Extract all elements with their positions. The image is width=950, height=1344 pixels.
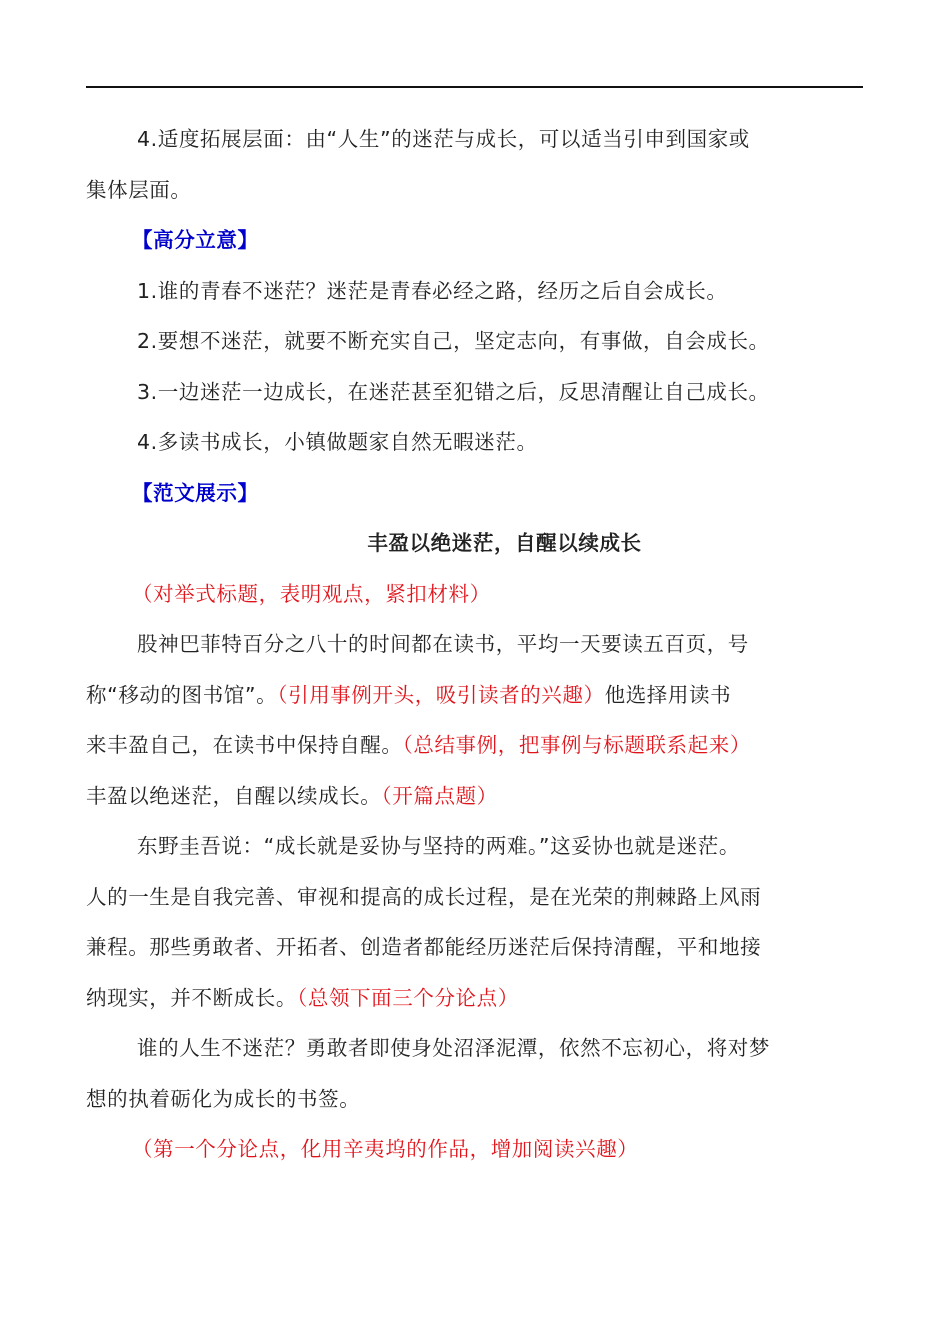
para3-line-1: 谁的人生不迷茫？勇敢者即使身处沼泽泥潭，依然不忘初心，将对梦 <box>137 1036 770 1060</box>
section-heading-high-score: 【高分立意】 <box>132 228 259 252</box>
high-score-item-1: 1.谁的青春不迷茫？迷茫是青春必经之路，经历之后自会成长。 <box>137 278 728 303</box>
document-page <box>86 114 863 1175</box>
para2-line-3: 兼程。那些勇敢者、开拓者、创造者都能经历迷茫后保持清醒，平和地接 <box>86 935 762 959</box>
tip-item-4-line-1: 4.适度拓展层面：由“人生”的迷茫与成长，可以适当引申到国家或 <box>137 127 750 151</box>
essay-title-annotation: （对举式标题，表明观点，紧扣材料） <box>132 581 491 606</box>
para1-annotation-theme: （开篇点题） <box>381 783 498 808</box>
section-heading-sample-essay: 【范文展示】 <box>132 480 259 505</box>
para1-line-3 <box>86 720 863 771</box>
para1-line-2-text: 称“移动的图书馆”。 <box>86 682 278 707</box>
para2-line-2: 人的一生是自我完善、审视和提高的成长过程，是在光荣的荆棘路上风雨 <box>86 884 762 909</box>
high-score-item-4: 4.多读书成长，小镇做题家自然无暇迷茫。 <box>137 430 538 454</box>
para1-annotation-summary: （总结事例，把事例与标题联系起来） <box>402 733 751 757</box>
high-score-item-2: 2.要想不迷茫，就要不断充实自己，坚定志向，有事做，自会成长。 <box>137 329 770 353</box>
header-rule <box>86 86 863 88</box>
para2-line-4 <box>86 973 863 1024</box>
para1-annotation-opening: （引用事例开头，吸引读者的兴趣） <box>277 682 605 707</box>
para1-line-3-text: 来丰盈自己，在读书中保持自醒。 <box>86 733 403 757</box>
para2-line-4-text: 纳现实，并不断成长。 <box>86 985 297 1010</box>
high-score-item-3: 3.一边迷茫一边成长，在迷茫甚至犯错之后，反思清醒让自己成长。 <box>137 379 770 404</box>
tip-item-4-line-2: 集体层面。 <box>86 177 192 202</box>
para3-annotation: （第一个分论点，化用辛夷坞的作品，增加阅读兴趣） <box>132 1137 639 1161</box>
para2-annotation: （总领下面三个分论点） <box>297 985 519 1010</box>
para3-line-2: 想的执着砺化为成长的书签。 <box>86 1086 361 1111</box>
essay-title: 丰盈以绝迷茫，自醒以续成长 <box>367 531 642 555</box>
para1-line-1: 股神巴菲特百分之八十的时间都在读书，平均一天要读五百页，号 <box>137 632 749 656</box>
para1-line-4 <box>86 771 863 822</box>
para1-line-2 <box>86 670 863 721</box>
para1-line-4-text: 丰盈以绝迷茫，自醒以续成长。 <box>86 783 382 808</box>
para2-line-1: 东野圭吾说：“成长就是妥协与坚持的两难。”这妥协也就是迷茫。 <box>137 834 740 858</box>
para1-line-2-text-after: 他选择用读书 <box>604 682 732 707</box>
